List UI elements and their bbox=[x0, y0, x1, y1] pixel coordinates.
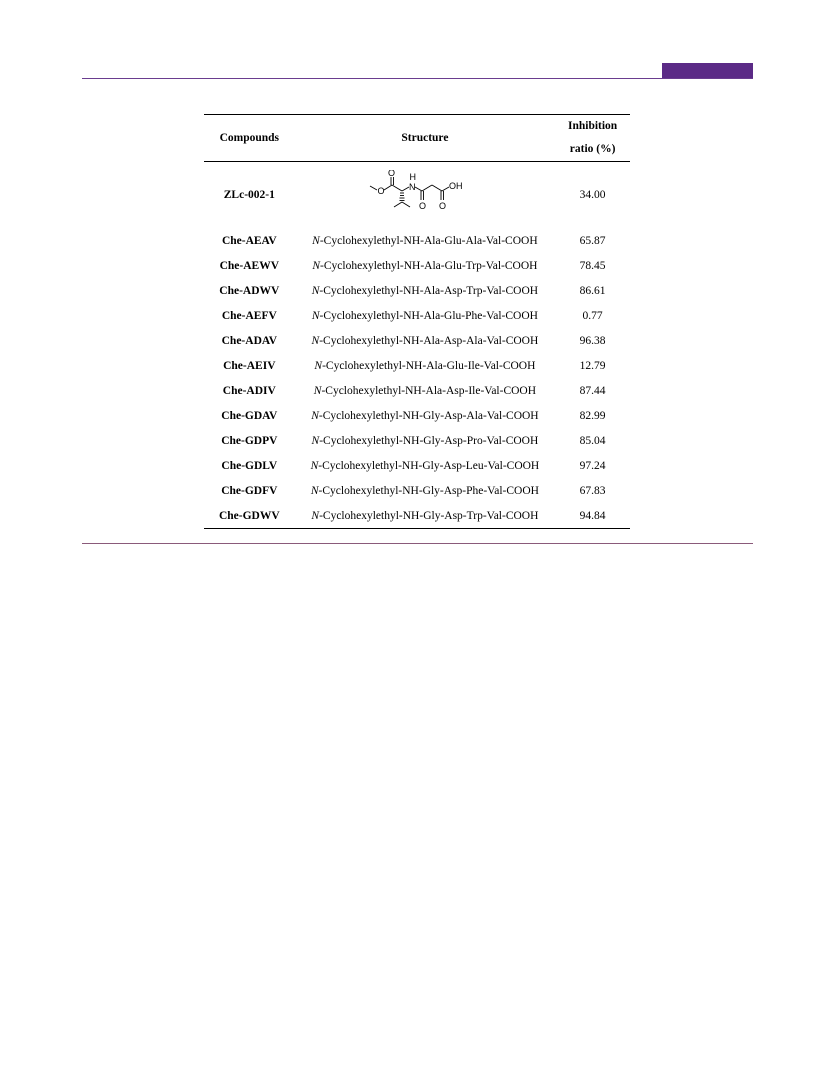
compound-name: Che-GDWV bbox=[218, 509, 280, 522]
structure-rest: -Cyclohexylethyl-NH-Gly-Asp-Ala-Val-COOH bbox=[318, 409, 539, 422]
structure-rest: -Cyclohexylethyl-NH-Ala-Glu-Ala-Val-COOH bbox=[319, 234, 538, 247]
inhibition-ratio: 0.77 bbox=[582, 309, 603, 322]
table-row bbox=[204, 253, 630, 278]
structure-rest: -Cyclohexylethyl-NH-Ala-Glu-Phe-Val-COOH bbox=[319, 309, 538, 322]
compound-name: Che-AEFV bbox=[221, 309, 277, 322]
inhibition-ratio: 96.38 bbox=[579, 334, 606, 347]
compound-name: Che-GDAV bbox=[221, 409, 278, 422]
structure-label-oh: OH bbox=[448, 181, 463, 191]
structure-text bbox=[295, 303, 556, 328]
inhibition-table bbox=[204, 114, 630, 529]
structure-prefix: N bbox=[314, 359, 323, 372]
structure-label-o-amide: O bbox=[418, 201, 426, 211]
structure-text bbox=[295, 328, 556, 353]
structure-text bbox=[295, 428, 556, 453]
structure-rest: -Cyclohexylethyl-NH-Ala-Glu-Ile-Val-COOH bbox=[322, 359, 536, 372]
structure-rest: -Cyclohexylethyl-NH-Gly-Asp-Phe-Val-COOH bbox=[318, 484, 539, 497]
header-structure: Structure bbox=[401, 132, 449, 144]
compound-name: Che-GDFV bbox=[221, 484, 278, 497]
structure-prefix: N bbox=[311, 434, 320, 447]
structure-text bbox=[295, 228, 556, 253]
compound-name: Che-ADAV bbox=[221, 334, 277, 347]
footer-rule bbox=[82, 543, 753, 544]
structure-rest: -Cyclohexylethyl-NH-Gly-Asp-Trp-Val-COOH bbox=[319, 509, 539, 522]
compound-name: Che-GDPV bbox=[221, 434, 278, 447]
inhibition-ratio: 78.45 bbox=[579, 259, 606, 272]
structure-prefix: N bbox=[313, 384, 322, 397]
table-row bbox=[204, 278, 630, 303]
table-row bbox=[204, 328, 630, 353]
inhibition-ratio: 67.83 bbox=[579, 484, 606, 497]
structure-prefix: N bbox=[311, 309, 320, 322]
compound-name: Che-AEIV bbox=[223, 359, 276, 372]
compound-name: ZLc-002-1 bbox=[223, 189, 275, 201]
table-row bbox=[204, 403, 630, 428]
structure-rest: -Cyclohexylethyl-NH-Ala-Asp-Trp-Val-COOH bbox=[319, 284, 539, 297]
structure-label-h: H bbox=[409, 172, 416, 182]
table-row bbox=[204, 453, 630, 478]
structure-text bbox=[295, 453, 556, 478]
structure-prefix: N bbox=[311, 334, 320, 347]
structure-text bbox=[295, 278, 556, 303]
compound-name: Che-GDLV bbox=[221, 459, 278, 472]
structure-skeletal-svg bbox=[365, 170, 485, 220]
structure-rest: -Cyclohexylethyl-NH-Ala-Asp-Ala-Val-COOH bbox=[319, 334, 539, 347]
chemical-structure-diagram bbox=[295, 162, 556, 229]
inhibition-ratio: 12.79 bbox=[579, 359, 606, 372]
inhibition-ratio: 85.04 bbox=[579, 434, 606, 447]
structure-text bbox=[295, 378, 556, 403]
table-row bbox=[204, 228, 630, 253]
inhibition-ratio: 34.00 bbox=[579, 189, 606, 201]
structure-text bbox=[295, 403, 556, 428]
inhibition-ratio: 97.24 bbox=[579, 459, 606, 472]
structure-text bbox=[295, 353, 556, 378]
structure-prefix: N bbox=[311, 509, 320, 522]
structure-rest: -Cyclohexylethyl-NH-Gly-Asp-Pro-Val-COOH bbox=[319, 434, 539, 447]
table-row bbox=[204, 162, 630, 229]
compound-name: Che-AEWV bbox=[219, 259, 280, 272]
table-row bbox=[204, 428, 630, 453]
structure-rest: -Cyclohexylethyl-NH-Ala-Glu-Trp-Val-COOH bbox=[320, 259, 538, 272]
structure-prefix: N bbox=[311, 284, 320, 297]
header-rule bbox=[82, 78, 753, 79]
compound-name: Che-AEAV bbox=[221, 234, 277, 247]
structure-text bbox=[295, 253, 556, 278]
structure-label-n: N bbox=[408, 182, 416, 192]
compound-name: Che-ADWV bbox=[219, 284, 280, 297]
header-inhibition-ratio bbox=[555, 115, 630, 162]
inhibition-ratio: 87.44 bbox=[579, 384, 606, 397]
compound-name: Che-ADIV bbox=[222, 384, 276, 397]
table-row bbox=[204, 353, 630, 378]
structure-text bbox=[295, 503, 556, 529]
header-accent-block bbox=[662, 63, 753, 78]
table-row bbox=[204, 378, 630, 403]
header-compounds: Compounds bbox=[219, 132, 280, 144]
inhibition-ratio: 82.99 bbox=[579, 409, 606, 422]
structure-prefix: N bbox=[312, 259, 321, 272]
table-row bbox=[204, 478, 630, 503]
structure-prefix: N bbox=[310, 484, 319, 497]
structure-prefix: N bbox=[310, 459, 319, 472]
table-header-row bbox=[204, 115, 630, 162]
header-inhibition-line2: ratio (%) bbox=[569, 143, 616, 155]
structure-prefix: N bbox=[312, 234, 320, 247]
inhibition-ratio: 94.84 bbox=[579, 509, 606, 522]
header-inhibition-line1: Inhibition bbox=[567, 120, 618, 132]
structure-prefix: N bbox=[311, 409, 319, 422]
table-row bbox=[204, 303, 630, 328]
structure-label-o-ester: O bbox=[377, 186, 385, 196]
structure-label-o-acid: O bbox=[438, 201, 446, 211]
structure-rest: -Cyclohexylethyl-NH-Gly-Asp-Leu-Val-COOH bbox=[318, 459, 540, 472]
inhibition-ratio: 86.61 bbox=[579, 284, 606, 297]
table-row bbox=[204, 503, 630, 529]
structure-rest: -Cyclohexylethyl-NH-Ala-Asp-Ile-Val-COOH bbox=[321, 384, 537, 397]
structure-label-o-top: O bbox=[387, 170, 395, 178]
inhibition-ratio: 65.87 bbox=[579, 234, 606, 247]
structure-text bbox=[295, 478, 556, 503]
